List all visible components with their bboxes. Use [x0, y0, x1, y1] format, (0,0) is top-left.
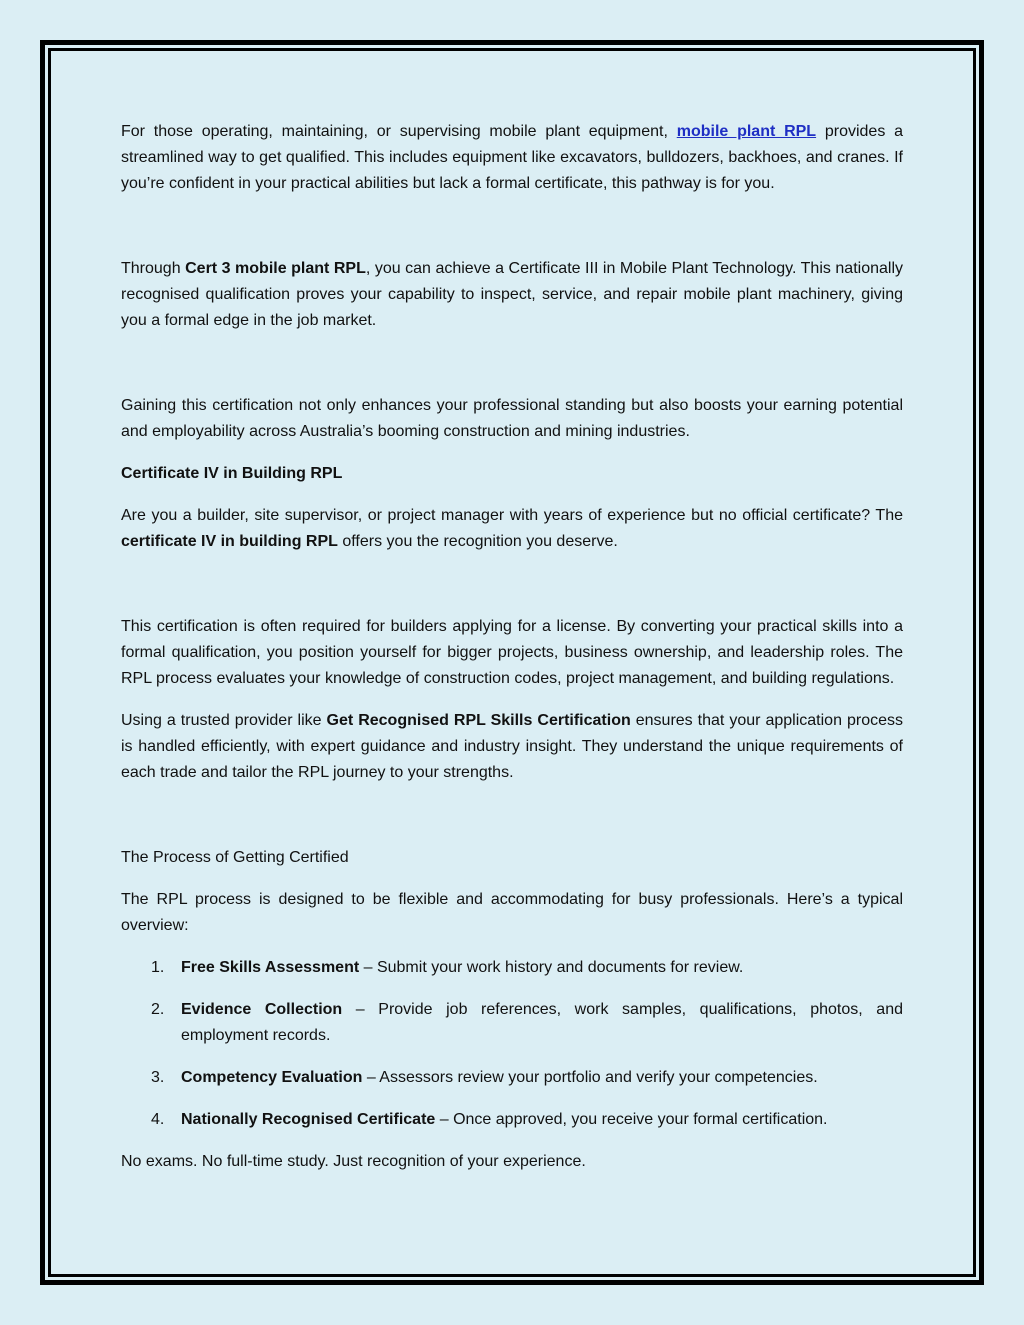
- step-number: 1.: [151, 959, 165, 976]
- step-number: 2.: [151, 1001, 165, 1018]
- paragraph-text: Through: [121, 260, 186, 277]
- paragraph-text: For those operating, maintaining, or supervising mobile plant equipment,: [121, 123, 677, 140]
- provider-bold-term: Get Recognised RPL Skills Certification: [326, 712, 631, 729]
- paragraph-cert3: [121, 256, 903, 334]
- step-title: Evidence Collection: [181, 1001, 343, 1018]
- list-item: [121, 1107, 903, 1133]
- document-body: [121, 119, 903, 1175]
- paragraph-mobile-plant: [121, 119, 903, 197]
- paragraph-text: ensures that your application process is handled efficiently, with expert guidance and industry insight. They understand the unique requirements of each trade and tailor the RPL journey to your strengths.: [121, 712, 904, 781]
- step-text: – Provide job references, work samples, qualifications, photos, and employment records.: [181, 1001, 903, 1044]
- heading-text: Certificate IV in Building RPL: [121, 465, 343, 482]
- paragraph-process-overview: The RPL process is designed to be flexible and accommodating for busy professionals. Here’s a typical overview:: [121, 891, 903, 934]
- paragraph-text: Are you a builder, site supervisor, or project manager with years of experience but no official certificate? The: [121, 507, 903, 524]
- heading-certificate-iv: [121, 461, 903, 487]
- cert4-bold-term: certificate IV in building RPL: [121, 533, 338, 550]
- mobile-plant-rpl-link[interactable]: mobile plant RPL: [676, 123, 817, 140]
- paragraph-benefits: Gaining this certification not only enhances your professional standing but also boosts your earning potential and employability across Australia’s booming construction and mining industries.: [121, 397, 903, 440]
- paragraph-license: This certification is often required for builders applying for a license. By converting your practical skills into a formal qualification, you position yourself for bigger projects, business ownership, and leadership roles. The RPL process evaluates your knowledge of construction codes, project management, and building regulations.: [121, 618, 903, 687]
- step-number: 4.: [151, 1111, 165, 1128]
- list-item: [121, 997, 903, 1049]
- step-text: – Assessors review your portfolio and verify your competencies.: [362, 1069, 818, 1086]
- list-item: [121, 1065, 903, 1091]
- step-title: Free Skills Assessment: [181, 959, 360, 976]
- paragraph-text: , you can achieve a Certificate III in Mobile Plant Technology. This nationally recognised qualification proves your capability to inspect, service, and repair mobile plant machinery, giving you a formal edge in the job market.: [121, 260, 903, 329]
- step-text: – Once approved, you receive your formal certification.: [435, 1111, 828, 1128]
- cert3-bold-term: Cert 3 mobile plant RPL: [185, 260, 366, 277]
- process-steps-list: [121, 955, 903, 1133]
- step-title: Competency Evaluation: [181, 1069, 363, 1086]
- paragraph-text: Using a trusted provider like: [121, 712, 327, 729]
- step-title: Nationally Recognised Certificate: [181, 1111, 436, 1128]
- paragraph-provider: [121, 708, 903, 786]
- heading-process: The Process of Getting Certified: [121, 849, 349, 866]
- list-item: [121, 955, 903, 981]
- paragraph-text: provides a streamlined way to get qualified. This includes equipment like excavators, bulldozers, backhoes, and cranes. If you’re confident in your practical abilities but lack a formal certificate, this pathway is for you.: [121, 123, 904, 192]
- paragraph-closing: No exams. No full-time study. Just recognition of your experience.: [121, 1153, 586, 1170]
- paragraph-text: offers you the recognition you deserve.: [337, 533, 618, 550]
- step-text: – Submit your work history and documents for review.: [359, 959, 744, 976]
- paragraph-builder: [121, 503, 903, 555]
- step-number: 3.: [151, 1069, 165, 1086]
